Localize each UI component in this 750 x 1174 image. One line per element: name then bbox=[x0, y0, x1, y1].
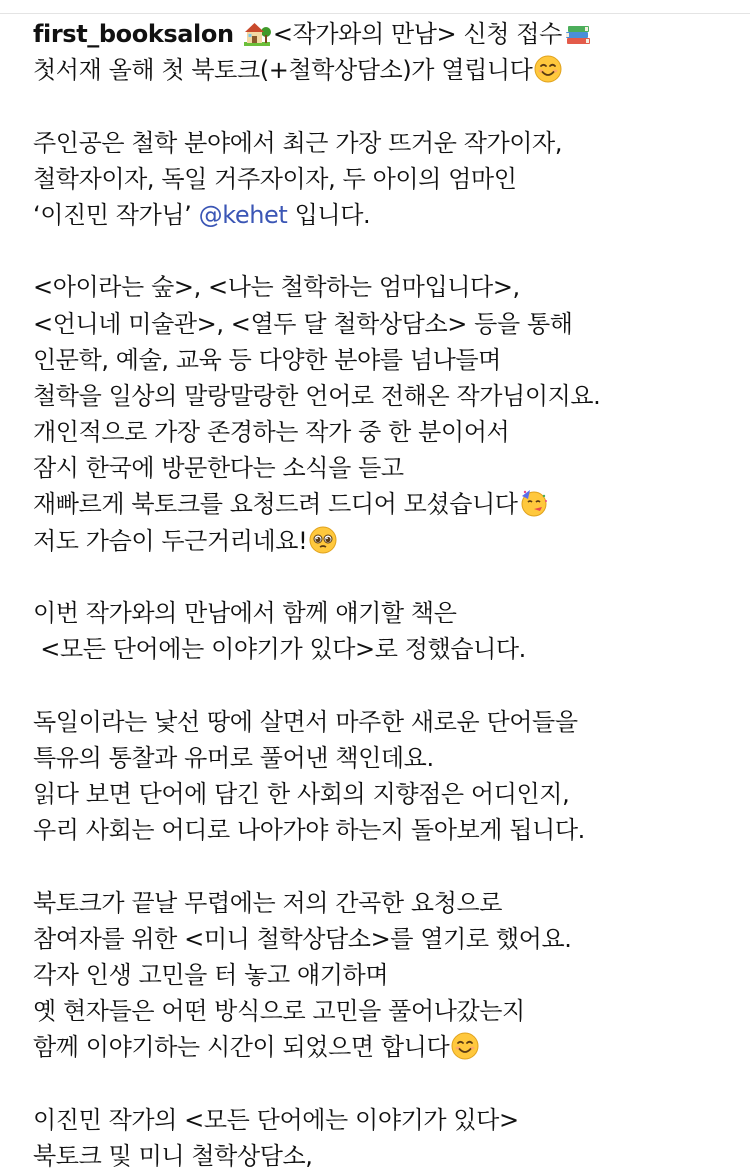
pleading-face-icon bbox=[308, 525, 338, 555]
caption-line: 북토크가 끝날 무렵에는 저의 간곡한 요청으로 bbox=[33, 888, 503, 917]
caption-line: 우리 사회는 어디로 나아가야 하는지 돌아보게 됩니다. bbox=[33, 816, 585, 845]
partying-face-icon bbox=[519, 488, 549, 518]
caption-line: 철학을 일상의 말랑말랑한 언어로 전해온 작가님이지요. bbox=[33, 381, 601, 410]
caption-line: 개인적으로 가장 존경하는 작가 중 한 분이어서 bbox=[33, 418, 510, 447]
caption-text: ‘이진민 작가님’ bbox=[33, 200, 199, 229]
caption-line-1 bbox=[33, 16, 745, 52]
caption-text: 첫서재 올해 첫 북토크(+철학상담소)가 열립니다 bbox=[33, 56, 533, 85]
caption-line bbox=[33, 486, 745, 522]
caption-line bbox=[33, 523, 745, 559]
title-text: <작가와의 만남> 신청 접수 bbox=[272, 20, 562, 48]
smiling-face-icon bbox=[533, 54, 563, 84]
username-link[interactable]: first_booksalon bbox=[33, 20, 234, 48]
house-with-garden-icon bbox=[242, 18, 272, 48]
caption-line: 읽다 보면 단어에 담긴 한 사회의 지향점은 어디인지, bbox=[33, 779, 570, 808]
blank-line bbox=[33, 667, 745, 703]
smiling-face-icon bbox=[450, 1031, 480, 1061]
post-caption bbox=[33, 16, 745, 1174]
caption-line: 옛 현자들은 어떤 방식으로 고민을 풀어나갔는지 bbox=[33, 997, 525, 1026]
caption-line: 특유의 통찰과 유머로 풀어낸 책인데요. bbox=[33, 743, 434, 772]
caption-line: 이진민 작가의 <모든 단어에는 이야기가 있다> bbox=[33, 1105, 519, 1134]
caption-line: 잠시 한국에 방문한다는 소식을 듣고 bbox=[33, 454, 404, 483]
caption-text: 재빠르게 북토크를 요청드려 드디어 모셨습니다 bbox=[33, 490, 518, 519]
mention-link[interactable]: @kehet bbox=[198, 200, 288, 229]
caption-line: 각자 인생 고민을 터 놓고 얘기하며 bbox=[33, 960, 389, 989]
blank-line bbox=[33, 559, 745, 595]
caption-line: 주인공은 철학 분야에서 최근 가장 뜨거운 작가이자, bbox=[33, 128, 563, 157]
caption-line: 인문학, 예술, 교육 등 다양한 분야를 넘나들며 bbox=[33, 345, 501, 374]
blank-line bbox=[33, 1065, 745, 1101]
books-icon bbox=[563, 18, 593, 48]
caption-line: <언니네 미술관>, <열두 달 철학상담소> 등을 통해 bbox=[33, 309, 573, 338]
caption-line: 이번 작가와의 만남에서 함께 얘기할 책은 bbox=[33, 599, 457, 627]
caption-line: 독일이라는 낯선 땅에 살면서 마주한 새로운 단어들을 bbox=[33, 707, 578, 736]
caption-text: 함께 이야기하는 시간이 되었으면 합니다 bbox=[33, 1033, 450, 1062]
caption-line-2 bbox=[33, 52, 745, 88]
caption-line: <모든 단어에는 이야기가 있다>로 정했습니다. bbox=[33, 635, 526, 664]
caption-line: 참여자를 위한 <미니 철학상담소>를 열기로 했어요. bbox=[33, 924, 572, 953]
top-divider bbox=[0, 13, 750, 14]
caption-text: 저도 가슴이 두근거리네요! bbox=[33, 526, 308, 555]
blank-line bbox=[33, 848, 745, 884]
blank-line bbox=[33, 88, 745, 124]
blank-line bbox=[33, 233, 745, 269]
caption-text: 입니다. bbox=[287, 200, 371, 229]
caption-line bbox=[33, 1029, 745, 1065]
caption-line bbox=[33, 197, 745, 233]
caption-line: 북토크 및 미니 철학상담소, bbox=[33, 1141, 313, 1170]
caption-line: <아이라는 숲>, <나는 철학하는 엄마입니다>, bbox=[33, 273, 520, 302]
caption-line: 철학자이자, 독일 거주자이자, 두 아이의 엄마인 bbox=[33, 164, 517, 193]
